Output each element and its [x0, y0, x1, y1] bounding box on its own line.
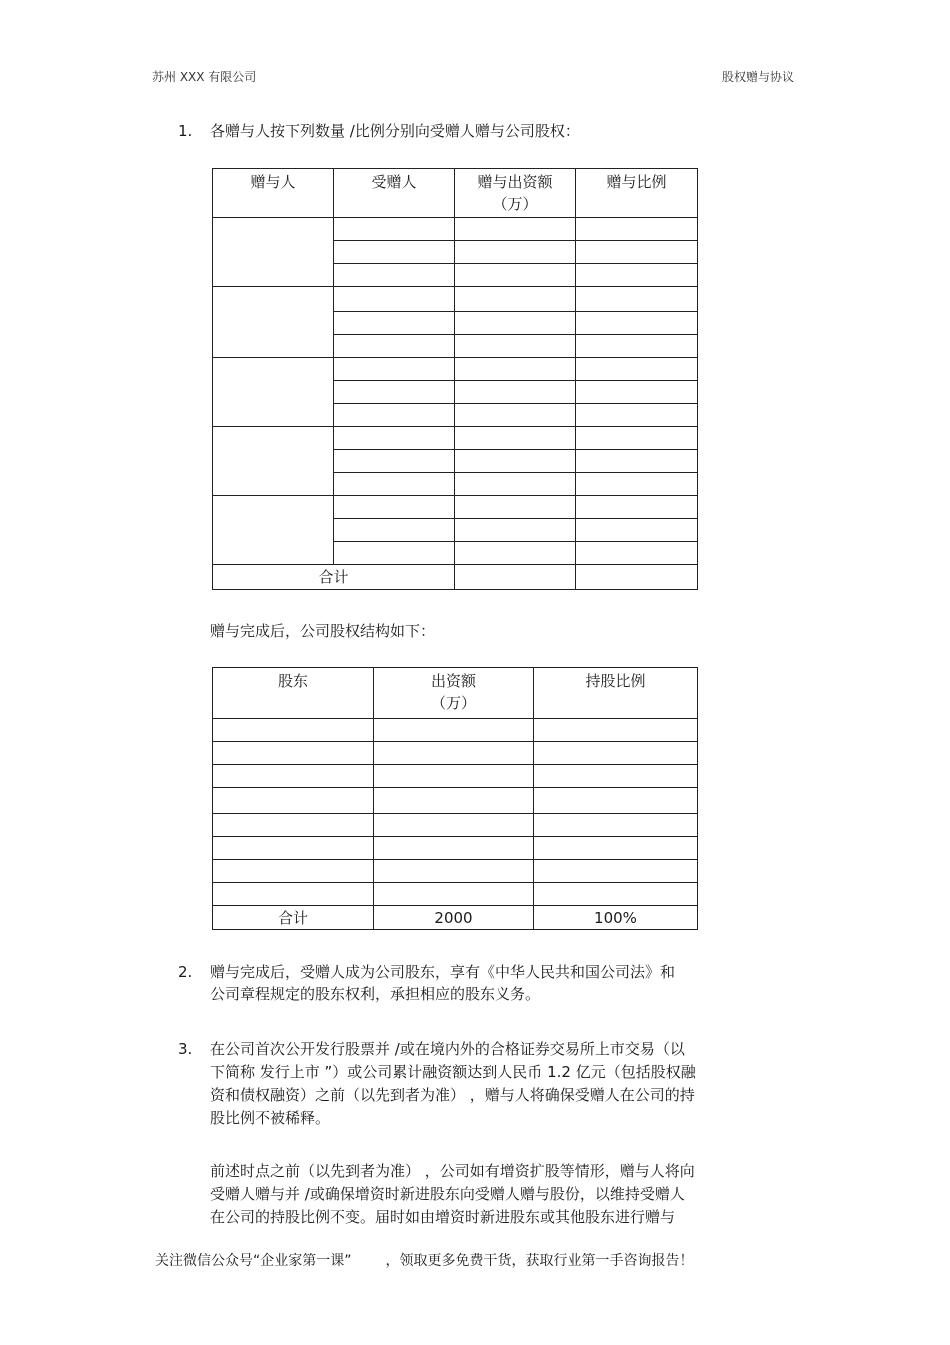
col-header-amount: [455, 169, 576, 218]
total-amount: [455, 565, 576, 590]
table-row: [213, 358, 698, 381]
total-amount: 2000: [374, 906, 534, 930]
total-row: [213, 565, 698, 590]
total-row: [213, 906, 698, 930]
donor-cell: [213, 218, 334, 287]
item3-para2-line: 前述时点之前（以先到者为准） ，公司如有增资扩股等情形，赠与人将向: [210, 1162, 695, 1180]
item2-text: [210, 961, 675, 1005]
footer-promo-part1: 关注微信公众号“企业家第一课”: [155, 1253, 352, 1269]
donor-cell: [213, 427, 334, 496]
footer-promo-part2: ，领取更多免费干货，获取行业第一手咨询报告！: [385, 1253, 694, 1269]
item3-number: 3.: [178, 1040, 193, 1058]
header-company: 苏州 XXX 有限公司: [152, 70, 257, 84]
donor-cell: [213, 287, 334, 358]
col-header-capital: [374, 668, 534, 719]
donor-cell: [213, 358, 334, 427]
col-header-ratio: 赠与比例: [576, 169, 698, 218]
col-header-capital-line2: （万）: [430, 694, 476, 712]
table-row: [213, 496, 698, 519]
item3-line: 下简称 发行上市 ”）或公司累计融资额达到人民币 1.2 亿元（包括股权融: [210, 1063, 696, 1081]
footer-promo: [155, 1250, 694, 1270]
col-header-share-ratio: 持股比例: [534, 668, 698, 719]
item2-line: 公司章程规定的股东权利，承担相应的股东义务。: [210, 985, 541, 1003]
header-doc-title: 股权赠与协议: [722, 70, 795, 84]
item1-number: 1.: [178, 122, 193, 140]
total-ratio: [576, 565, 698, 590]
item1-text: 各赠与人按下列数量 /比例分别向受赠人赠与公司股权：: [210, 122, 580, 140]
item3-line: 资和债权融资）之前（以先到者为准） ，赠与人将确保受赠人在公司的持: [210, 1086, 695, 1104]
table-row: [213, 287, 698, 312]
col-header-amount-line2: （万）: [492, 195, 538, 213]
total-ratio: 100%: [534, 906, 698, 930]
table-row: [213, 837, 698, 860]
col-header-shareholder: 股东: [213, 668, 374, 719]
donation-table: [212, 168, 698, 590]
col-header-donor: 赠与人: [213, 169, 334, 218]
item3-para2-line: 受赠人赠与并 /或确保增资时新进股东向受赠人赠与股份，以维持受赠人: [210, 1185, 685, 1203]
total-label: 合计: [213, 565, 455, 590]
shareholding-table: [212, 667, 698, 930]
table-row: [213, 860, 698, 883]
item2-line: 赠与完成后，受赠人成为公司股东，享有《中华人民共和国公司法》和: [210, 963, 676, 981]
table-row: [213, 814, 698, 837]
col-header-amount-line1: 赠与出资额: [477, 173, 553, 191]
table-row: [213, 719, 698, 742]
total-label: 合计: [213, 906, 374, 930]
col-header-donee: 受赠人: [334, 169, 455, 218]
donor-cell: [213, 496, 334, 565]
table-row: [213, 427, 698, 450]
table-row: [213, 742, 698, 765]
item3-line: 在公司首次公开发行股票并 /或在境内外的合格证券交易所上市交易（以: [210, 1040, 685, 1058]
col-header-capital-line1: 出资额: [430, 672, 476, 690]
item3-line: 股比例不被稀释。: [210, 1109, 331, 1127]
item3-para2: [210, 1160, 695, 1229]
item3-text: [210, 1038, 696, 1130]
item3-para2-line: 在公司的持股比例不变。届时如由增资时新进股东或其他股东进行赠与: [210, 1208, 676, 1226]
item2-number: 2.: [178, 963, 193, 981]
table-row: [213, 788, 698, 814]
table-row: [213, 218, 698, 241]
after-donation-text: 赠与完成后，公司股权结构如下：: [210, 622, 436, 640]
table-row: [213, 765, 698, 788]
table-row: [213, 883, 698, 906]
